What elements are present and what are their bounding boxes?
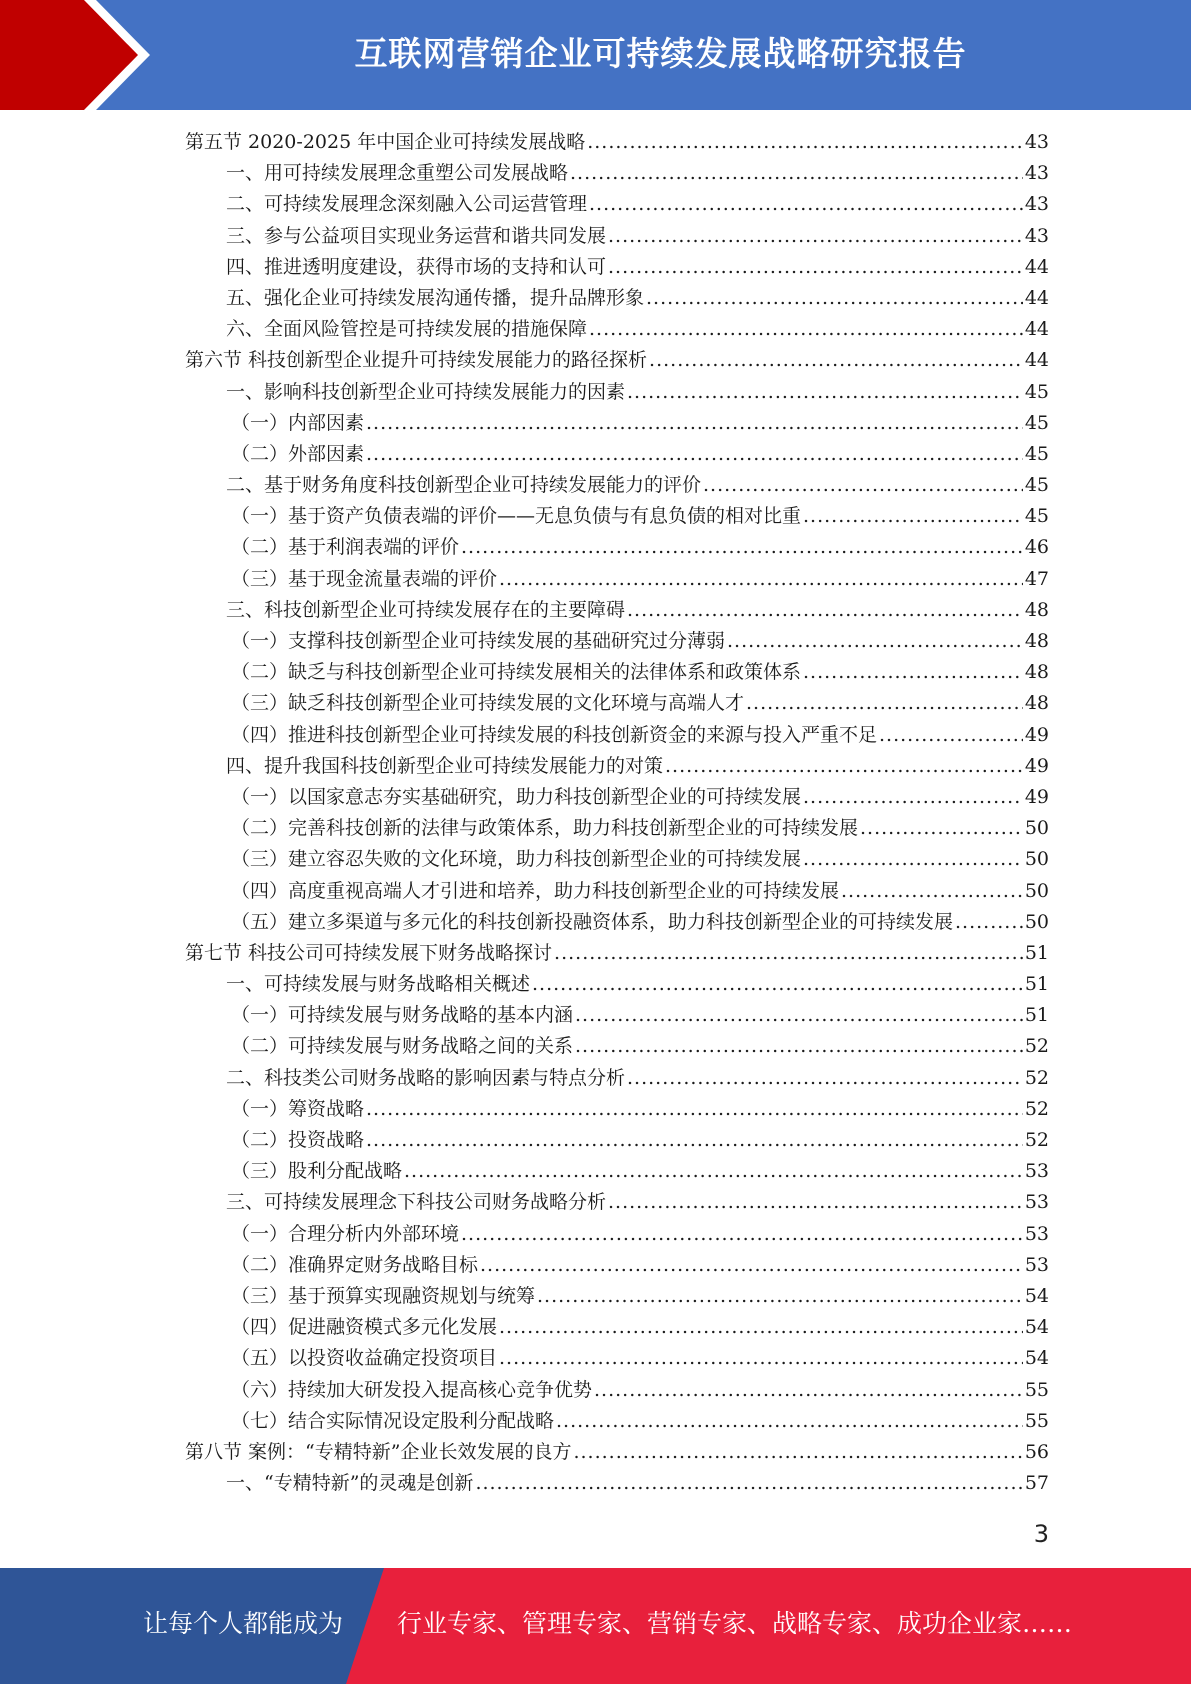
- toc-entry-page-number: 54: [1024, 1316, 1049, 1339]
- toc-entry[interactable]: [185, 720, 1049, 751]
- toc-entry-page-number: 48: [1024, 598, 1049, 621]
- toc-entry[interactable]: [185, 688, 1049, 719]
- toc-entry-title: 三、科技创新型企业可持续发展存在的主要障碍: [226, 598, 626, 621]
- header-chevron-red: [0, 0, 138, 110]
- toc-dot-leader: [803, 782, 1023, 813]
- toc-entry-title: 第八节 案例：“专精特新”企业长效发展的良方: [185, 1440, 572, 1463]
- page-header: [0, 0, 1191, 110]
- toc-entry-title: （三）缺乏科技创新型企业可持续发展的文化环境与高端人才: [231, 692, 745, 715]
- toc-entry-title: 一、影响科技创新型企业可持续发展能力的因素: [226, 380, 626, 403]
- toc-entry-page-number: 49: [1024, 785, 1049, 808]
- toc-entry-page-number: 44: [1024, 318, 1049, 341]
- toc-entry-title: （六）持续加大研发投入提高核心竞争优势: [231, 1378, 593, 1401]
- document-title: 互联网营销企业可持续发展战略研究报告: [354, 34, 967, 73]
- toc-entry-page-number: 44: [1024, 286, 1049, 309]
- toc-entry[interactable]: [185, 844, 1049, 875]
- toc-entry-title: 一、用可持续发展理念重塑公司发展战略: [226, 162, 569, 185]
- toc-dot-leader: [366, 1094, 1023, 1125]
- toc-entry-page-number: 47: [1024, 567, 1049, 590]
- toc-dot-leader: [589, 314, 1023, 345]
- toc-entry-page-number: 44: [1024, 255, 1049, 278]
- toc-dot-leader: [589, 189, 1023, 220]
- toc-entry[interactable]: [185, 1000, 1049, 1031]
- toc-entry-title: （二）投资战略: [231, 1129, 365, 1151]
- toc-entry[interactable]: [185, 345, 1049, 376]
- toc-entry[interactable]: [185, 1187, 1049, 1218]
- toc-entry[interactable]: [185, 283, 1049, 314]
- toc-entry-page-number: 52: [1024, 1066, 1049, 1089]
- toc-entry[interactable]: [185, 1406, 1049, 1437]
- toc-dot-leader: [727, 626, 1023, 657]
- toc-entry-title: （二）完善科技创新的法律与政策体系，助力科技创新型企业的可持续发展: [231, 817, 859, 840]
- table-of-contents: [185, 127, 1049, 1499]
- toc-entry-page-number: 55: [1024, 1409, 1049, 1432]
- page-footer: [0, 1568, 1191, 1684]
- toc-dot-leader: [841, 876, 1023, 907]
- toc-entry-page-number: 55: [1024, 1378, 1049, 1401]
- toc-entry-page-number: 52: [1024, 1097, 1049, 1120]
- toc-entry-page-number: 54: [1024, 1347, 1049, 1370]
- toc-entry-page-number: 48: [1024, 630, 1049, 652]
- toc-entry-title: 五、强化企业可持续发展沟通传播，提升品牌形象: [226, 286, 645, 309]
- toc-entry-page-number: 48: [1024, 692, 1049, 715]
- toc-entry-title: 六、全面风险管控是可持续发展的措施保障: [226, 318, 588, 341]
- toc-entry[interactable]: [185, 907, 1049, 938]
- toc-entry-title: 第七节 科技公司可持续发展下财务战略探讨: [185, 941, 553, 964]
- toc-dot-leader: [556, 1406, 1023, 1437]
- page-number: 3: [1033, 1520, 1049, 1548]
- toc-entry-page-number: 45: [1024, 474, 1049, 497]
- toc-entry-page-number: 50: [1024, 848, 1049, 871]
- toc-entry[interactable]: [185, 564, 1049, 595]
- toc-entry[interactable]: [185, 252, 1049, 283]
- toc-entry[interactable]: [185, 782, 1049, 813]
- toc-entry[interactable]: [185, 377, 1049, 408]
- toc-dot-leader: [646, 283, 1023, 314]
- toc-entry-title: 二、基于财务角度科技创新型企业可持续发展能力的评价: [226, 474, 702, 497]
- toc-entry-page-number: 45: [1024, 411, 1049, 434]
- toc-dot-leader: [461, 532, 1023, 563]
- toc-entry-page-number: 48: [1024, 661, 1049, 684]
- toc-dot-leader: [532, 969, 1023, 1000]
- toc-dot-leader: [627, 595, 1023, 626]
- toc-entry-page-number: 53: [1024, 1191, 1049, 1214]
- toc-dot-leader: [537, 1281, 1023, 1312]
- toc-entry-page-number: 52: [1024, 1035, 1049, 1058]
- toc-entry-title: 三、参与公益项目实现业务运营和谐共同发展: [226, 224, 607, 247]
- toc-entry-title: （一）以国家意志夯实基础研究，助力科技创新型企业的可持续发展: [231, 785, 802, 808]
- toc-entry-title: 第六节 科技创新型企业提升可持续发展能力的路径探析: [185, 349, 648, 372]
- toc-entry-title: （二）可持续发展与财务战略之间的关系: [231, 1035, 574, 1058]
- toc-dot-leader: [475, 1468, 1022, 1499]
- toc-dot-leader: [665, 751, 1023, 782]
- toc-entry-page-number: 51: [1024, 1004, 1049, 1027]
- toc-entry-title: （一）合理分析内外部环境: [231, 1222, 460, 1245]
- toc-entry-page-number: 53: [1024, 1222, 1049, 1245]
- toc-entry[interactable]: [185, 1125, 1049, 1156]
- toc-entry[interactable]: [185, 1031, 1049, 1062]
- toc-entry-title: （二）缺乏与科技创新型企业可持续发展相关的法律体系和政策体系: [231, 661, 802, 684]
- toc-entry-title: 二、可持续发展理念深刻融入公司运营管理: [226, 193, 588, 216]
- toc-entry-title: （二）外部因素: [231, 442, 365, 465]
- toc-entry-page-number: 43: [1024, 131, 1049, 153]
- toc-dot-leader: [366, 408, 1023, 439]
- toc-entry-title: 四、推进透明度建设，获得市场的支持和认可: [226, 255, 607, 278]
- toc-entry-page-number: 43: [1024, 193, 1049, 216]
- toc-entry-page-number: 57: [1024, 1472, 1049, 1495]
- toc-entry-title: （一）可持续发展与财务战略的基本内涵: [231, 1004, 574, 1027]
- toc-entry[interactable]: [185, 876, 1049, 907]
- toc-entry[interactable]: [185, 501, 1049, 532]
- toc-dot-leader: [879, 720, 1023, 751]
- toc-entry[interactable]: [185, 221, 1049, 252]
- toc-dot-leader: [575, 1031, 1023, 1062]
- footer-slogan-right: 行业专家、管理专家、营销专家、战略专家、成功企业家……: [397, 1609, 1073, 1638]
- toc-entry-title: 三、可持续发展理念下科技公司财务战略分析: [226, 1191, 607, 1214]
- toc-entry[interactable]: [185, 158, 1049, 189]
- toc-entry[interactable]: [185, 439, 1049, 470]
- toc-entry-page-number: 52: [1024, 1129, 1049, 1151]
- toc-entry[interactable]: [185, 595, 1049, 626]
- toc-dot-leader: [860, 813, 1023, 844]
- toc-dot-leader: [499, 1312, 1023, 1343]
- toc-entry[interactable]: [185, 1343, 1049, 1374]
- toc-entry[interactable]: [185, 127, 1049, 158]
- toc-entry-page-number: 56: [1024, 1440, 1049, 1463]
- toc-dot-leader: [366, 1125, 1023, 1156]
- toc-entry-page-number: 50: [1024, 879, 1049, 902]
- toc-entry[interactable]: [185, 1375, 1049, 1406]
- toc-dot-leader: [404, 1156, 1023, 1187]
- toc-dot-leader: [575, 1000, 1023, 1031]
- toc-entry[interactable]: [185, 189, 1049, 220]
- toc-entry-page-number: 49: [1024, 723, 1049, 746]
- toc-entry-page-number: 50: [1024, 910, 1049, 933]
- toc-entry-title: 一、可持续发展与财务战略相关概述: [226, 973, 531, 996]
- toc-entry[interactable]: [185, 1312, 1049, 1343]
- footer-slogan-left: 让每个人都能成为: [143, 1609, 344, 1638]
- toc-entry[interactable]: [185, 1281, 1049, 1312]
- toc-dot-leader: [461, 1219, 1023, 1250]
- toc-entry-title: （四）推进科技创新型企业可持续发展的科技创新资金的来源与投入严重不足: [231, 723, 878, 746]
- toc-dot-leader: [627, 377, 1023, 408]
- toc-entry-page-number: 43: [1024, 224, 1049, 247]
- toc-entry[interactable]: [185, 1094, 1049, 1125]
- toc-entry[interactable]: [185, 1468, 1049, 1499]
- toc-entry-title: （二）准确界定财务战略目标: [231, 1253, 479, 1276]
- toc-dot-leader: [499, 1343, 1023, 1374]
- toc-entry[interactable]: [185, 470, 1049, 501]
- toc-dot-leader: [554, 938, 1023, 969]
- toc-dot-leader: [608, 221, 1023, 252]
- toc-entry[interactable]: [185, 1156, 1049, 1187]
- toc-entry-page-number: 44: [1024, 349, 1049, 372]
- toc-entry-title: （二）基于利润表端的评价: [231, 536, 460, 559]
- toc-dot-leader: [573, 1437, 1022, 1468]
- toc-entry-page-number: 53: [1024, 1253, 1049, 1276]
- toc-dot-leader: [649, 345, 1023, 376]
- toc-entry-page-number: 54: [1024, 1284, 1049, 1307]
- toc-entry-title: （一）基于资产负债表端的评价——无息负债与有息负债的相对比重: [231, 505, 802, 528]
- toc-entry[interactable]: [185, 1250, 1049, 1281]
- toc-dot-leader: [366, 439, 1023, 470]
- toc-entry-title: （三）基于预算实现融资规划与统筹: [231, 1284, 536, 1307]
- toc-dot-leader: [703, 470, 1023, 501]
- toc-entry[interactable]: [185, 1219, 1049, 1250]
- toc-entry[interactable]: [185, 626, 1049, 657]
- toc-entry-page-number: 49: [1024, 754, 1049, 777]
- toc-dot-leader: [746, 688, 1023, 719]
- toc-entry-page-number: 53: [1024, 1160, 1049, 1183]
- toc-dot-leader: [480, 1250, 1023, 1281]
- toc-entry-page-number: 50: [1024, 817, 1049, 840]
- toc-entry-page-number: 43: [1024, 162, 1049, 185]
- toc-entry[interactable]: [185, 532, 1049, 563]
- toc-entry[interactable]: [185, 751, 1049, 782]
- toc-entry-page-number: 45: [1024, 505, 1049, 528]
- toc-dot-leader: [803, 844, 1023, 875]
- toc-dot-leader: [594, 1375, 1023, 1406]
- toc-dot-leader: [570, 158, 1023, 189]
- toc-entry-title: （一）内部因素: [231, 411, 365, 434]
- toc-dot-leader: [608, 252, 1023, 283]
- toc-entry-page-number: 51: [1024, 941, 1049, 964]
- toc-dot-leader: [803, 501, 1023, 532]
- toc-dot-leader: [955, 907, 1023, 938]
- toc-entry[interactable]: [185, 1063, 1049, 1094]
- toc-entry-page-number: 45: [1024, 380, 1049, 403]
- toc-entry[interactable]: [185, 408, 1049, 439]
- toc-entry-title: （五）建立多渠道与多元化的科技创新投融资体系，助力科技创新型企业的可持续发展: [231, 910, 954, 933]
- toc-entry[interactable]: [185, 314, 1049, 345]
- toc-entry[interactable]: [185, 813, 1049, 844]
- toc-entry-page-number: 46: [1024, 536, 1049, 559]
- toc-entry-title: （三）基于现金流量表端的评价: [231, 567, 498, 590]
- toc-entry[interactable]: [185, 657, 1049, 688]
- toc-entry-title: （一）支撑科技创新型企业可持续发展的基础研究过分薄弱: [231, 630, 726, 652]
- toc-entry-title: （三）建立容忍失败的文化环境，助力科技创新型企业的可持续发展: [231, 848, 802, 871]
- toc-entry-title: （四）高度重视高端人才引进和培养，助力科技创新型企业的可持续发展: [231, 879, 840, 902]
- toc-entry-page-number: 45: [1024, 442, 1049, 465]
- toc-entry[interactable]: [185, 969, 1049, 1000]
- toc-dot-leader: [587, 127, 1023, 158]
- toc-entry-title: （一）筹资战略: [231, 1097, 365, 1120]
- toc-entry-page-number: 51: [1024, 973, 1049, 996]
- toc-entry-title: 四、提升我国科技创新型企业可持续发展能力的对策: [226, 754, 664, 777]
- toc-entry-title: 第五节 2020-2025 年中国企业可持续发展战略: [185, 131, 586, 153]
- toc-entry-title: 一、“专精特新”的灵魂是创新: [226, 1472, 474, 1495]
- toc-dot-leader: [499, 564, 1023, 595]
- toc-entry-title: 二、科技类公司财务战略的影响因素与特点分析: [226, 1066, 626, 1089]
- toc-dot-leader: [803, 657, 1023, 688]
- toc-dot-leader: [627, 1063, 1023, 1094]
- toc-entry[interactable]: [185, 938, 1049, 969]
- toc-entry[interactable]: [185, 1437, 1049, 1468]
- toc-entry-title: （三）股利分配战略: [231, 1160, 403, 1183]
- toc-entry-title: （七）结合实际情况设定股利分配战略: [231, 1409, 555, 1432]
- toc-entry-title: （四）促进融资模式多元化发展: [231, 1316, 498, 1339]
- toc-entry-title: （五）以投资收益确定投资项目: [231, 1347, 498, 1370]
- toc-dot-leader: [608, 1187, 1023, 1218]
